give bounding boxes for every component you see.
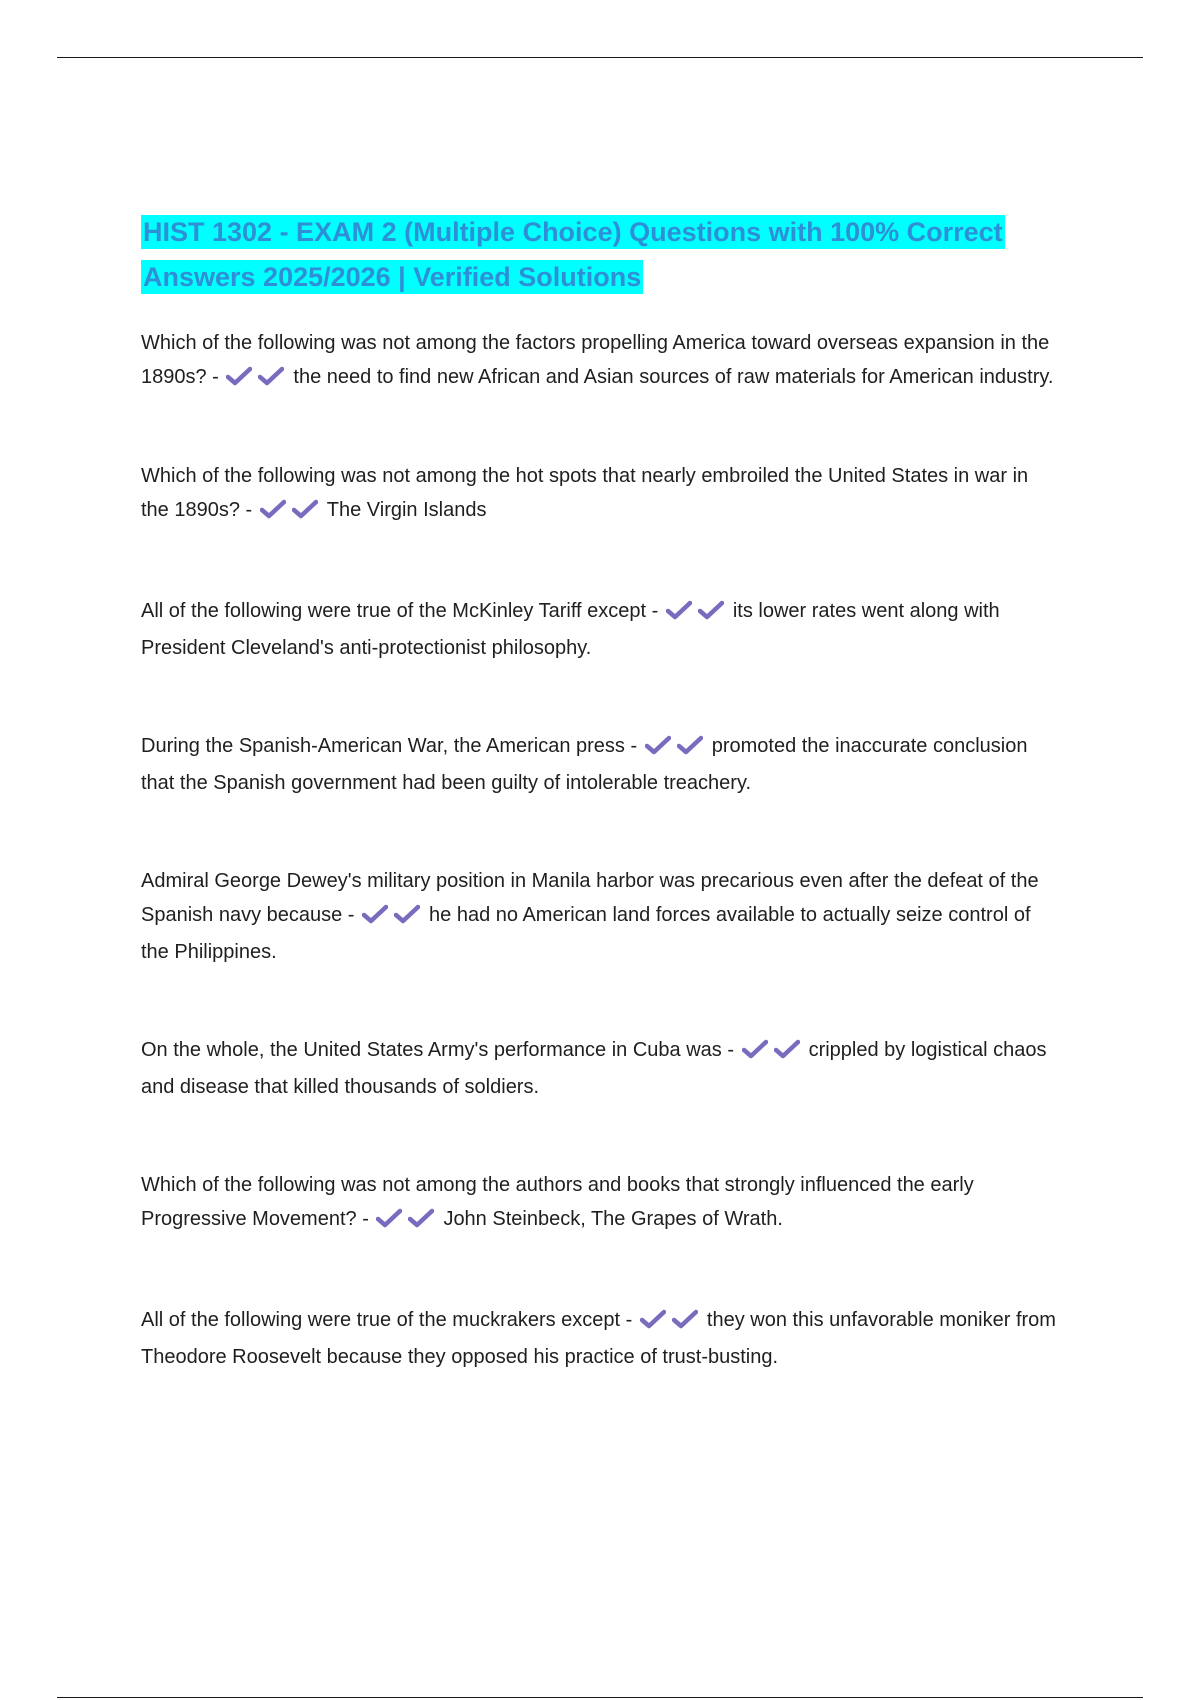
question-item [141,1033,1061,1104]
checkmark-icon [774,1039,800,1059]
document-body [141,210,1061,1374]
checkmark-icon [226,366,252,386]
question-text: All of the following were true of the McKinley Tariff except - [141,600,659,622]
checkmarks [640,1306,704,1340]
answer-text: promoted the inaccurate conclusion that the Spanish government had been guilty of intolerable treachery. [141,735,1028,794]
checkmark-icon [677,735,703,755]
question-item [141,326,1061,397]
question-text: Which of the following was not among the factors propelling America toward overseas expansion in the 1890s? - [141,332,1050,388]
checkmarks [645,732,709,766]
checkmarks [260,496,324,530]
checkmarks [376,1205,440,1239]
checkmarks [666,597,730,631]
checkmark-icon [394,904,420,924]
checkmark-icon [640,1309,666,1329]
question-text: Which of the following was not among the hot spots that nearly embroiled the United States in war in the 1890s? - [141,465,1029,521]
answer-text: they won this unfavorable moniker from Theodore Roosevelt because they opposed his practice of trust-busting. [141,1309,1056,1368]
checkmark-icon [742,1039,768,1059]
question-item [141,1168,1061,1239]
document-title [141,210,1061,300]
answer-text: crippled by logistical chaos and disease that killed thousands of soldiers. [141,1039,1047,1098]
checkmark-icon [698,600,724,620]
question-list [141,326,1061,1374]
question-item [141,729,1061,800]
checkmark-icon [260,499,286,519]
question-text: During the Spanish-American War, the American press - [141,735,638,757]
checkmark-icon [292,499,318,519]
answer-text: John Steinbeck, The Grapes of Wrath. [443,1208,783,1230]
question-text: Admiral George Dewey's military position in Manila harbor was precarious even after the defeat of the Spanish navy because - [141,870,1039,926]
question-text: On the whole, the United States Army's performance in Cuba was - [141,1039,734,1061]
answer-text: The Virgin Islands [326,499,487,521]
document-title-text: HIST 1302 - EXAM 2 (Multiple Choice) Questions with 100% Correct Answers 2025/2026 | Verified Solutions [143,217,1003,292]
checkmark-icon [362,904,388,924]
question-item [141,459,1061,530]
question-text: Which of the following was not among the authors and books that strongly influenced the early Progressive Movement? - [141,1174,974,1230]
checkmark-icon [645,735,671,755]
checkmark-icon [376,1208,402,1228]
answer-text: he had no American land forces available to actually seize control of the Philippines. [141,904,1031,963]
checkmarks [226,363,290,397]
answer-text: its lower rates went along with President Cleveland's anti-protectionist philosophy. [141,600,1000,659]
checkmarks [742,1036,806,1070]
header-rule [57,57,1143,58]
question-item [141,594,1061,665]
checkmark-icon [408,1208,434,1228]
question-item [141,1303,1061,1374]
question-item [141,864,1061,969]
checkmark-icon [672,1309,698,1329]
checkmarks [362,901,426,935]
question-text: All of the following were true of the muckrakers except - [141,1309,633,1331]
answer-text: the need to find new African and Asian sources of raw materials for American industry. [293,366,1054,388]
footer-rule [57,1697,1143,1698]
checkmark-icon [666,600,692,620]
checkmark-icon [258,366,284,386]
